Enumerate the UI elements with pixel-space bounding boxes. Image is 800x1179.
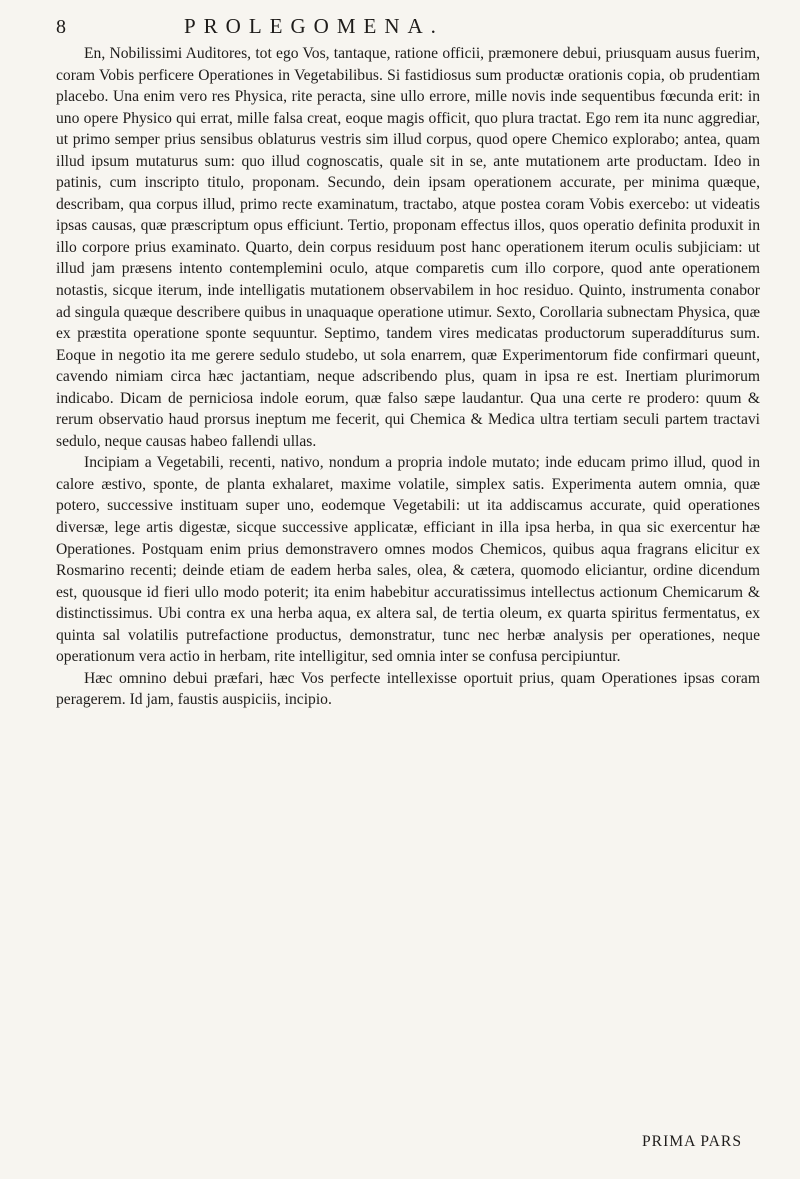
catchword: PRIMA PARS (642, 1133, 743, 1150)
page-number: 8 (56, 16, 67, 38)
page-header (56, 14, 756, 40)
paragraph: Hæc omnino debui præfari, hæc Vos perfecte intellexisse oportuit prius, quam Operationes ipsas coram peragerem. Id jam, faustis auspiciis, incipio. (56, 669, 760, 709)
running-title: PROLEGOMENA. (184, 14, 444, 38)
paragraph: Incipiam a Vegetabili, recenti, nativo, nondum a propria indole mutato; inde educam primo illud, quod in calore æstivo, sponte, de planta exhalaret, maxime volatile, simplex satis. Experimenta autem omnia, quæ potero, successive instituam super uno, eodemque Vegetabili: ut ita addiscamus accurate, quid operationes diversæ, lege artis digestæ, sicque successive applicatæ, efficiant in illa ipsa herba, in qua sic exercentur hæ Operationes. Postquam enim prius demonstravero omnes modos Chemicos, quibus aqua fragrans elicitur ex Rosmarino recenti; deinde etiam de eadem herba sales, olea, & cætera, quomodo eliciantur, ordine dicendum est, quousque id fieri ullo modo poterit; ita enim habebitur accuratissimus intellectus actionum Chemicarum & distinctissimus. Ubi contra ex una herba aqua, ex altera sal, de tertia oleum, ex quarta spiritus fermentatus, ex quinta sal volatilis putrefactione productus, demonstratur, tunc nec herbæ analysis per operationes, neque operationum vera actio in herbam, rite intelligitur, sed omnia inter se confusa percipiuntur. (56, 454, 760, 666)
body-text (56, 43, 760, 711)
paragraph: En, Nobilissimi Auditores, tot ego Vos, tantaque, ratione officii, præmonere debui, priusquam ausus fuerim, coram Vobis perficere Operationes in Vegetabilibus. Si fastidiosus sum productæ orationis copia, ob prudentiam placebo. Una enim vero res Physica, rite peracta, sine ullo errore, mille novis inde sequentibus fœcunda erit: in uno opere Physico qui errat, mille falsa creat, eoque magis officit, quo plura tractat. Ego rem ita nunc aggrediar, ut primo semper prius sensibus oblaturus vestris sim illud corpus, quod opere Chemico explorabo; antea, quam illud ipsum mutaturus sum: quo illud cognoscatis, quale sit in se, ante mutationem arte productam. Ideo in patinis, cum inscripto titulo, proponam. Secundo, dein ipsam operationem accurate, per minima quæque, describam, qua corpus illud, primo recte examinatum, tractabo, atque postea coram Vobis exercebo: ut videatis ipsas causas, quæ præscriptum opus efficiunt. Tertio, proponam effectus illos, quos operatio definita produxit in illo corpore prius examinato. Quarto, dein corpus residuum post hanc operationem iterum oculis subjiciam: ut illud jam præsens intento contemplemini oculo, atque comparetis cum illo corpore, quod ante operationem notastis, sicque iterum, inde intelligatis mutationem observabilem in hoc residuo. Quinto, instrumenta conabor ad singula quæque describere quibus in unaquaque operatione utimur. Sexto, Corollaria subnectam Physica, quæ ex præstita operatione sponte sequuntur. Septimo, tandem vires medicatas productorum superaddíturus sum. Eoque in negotio ita me gerere sedulo studebo, ut sola enarrem, quæ Experimentorum fide confirmari queunt, cavendo nimiam circa hæc jactantiam, neque adscribendo plus, quam in ipsa re est. Inertiam plurimorum indicabo. Dicam de perniciosa indole eorum, quæ falso sæpe laudantur. Qua una certe re prodero: quum & rerum observatio haud prorsus ineptum me fecerit, qui Chemica & Medica ultra tertiam seculi partem tractavi sedulo, neque causas habeo fallendi ullas. (56, 45, 760, 450)
